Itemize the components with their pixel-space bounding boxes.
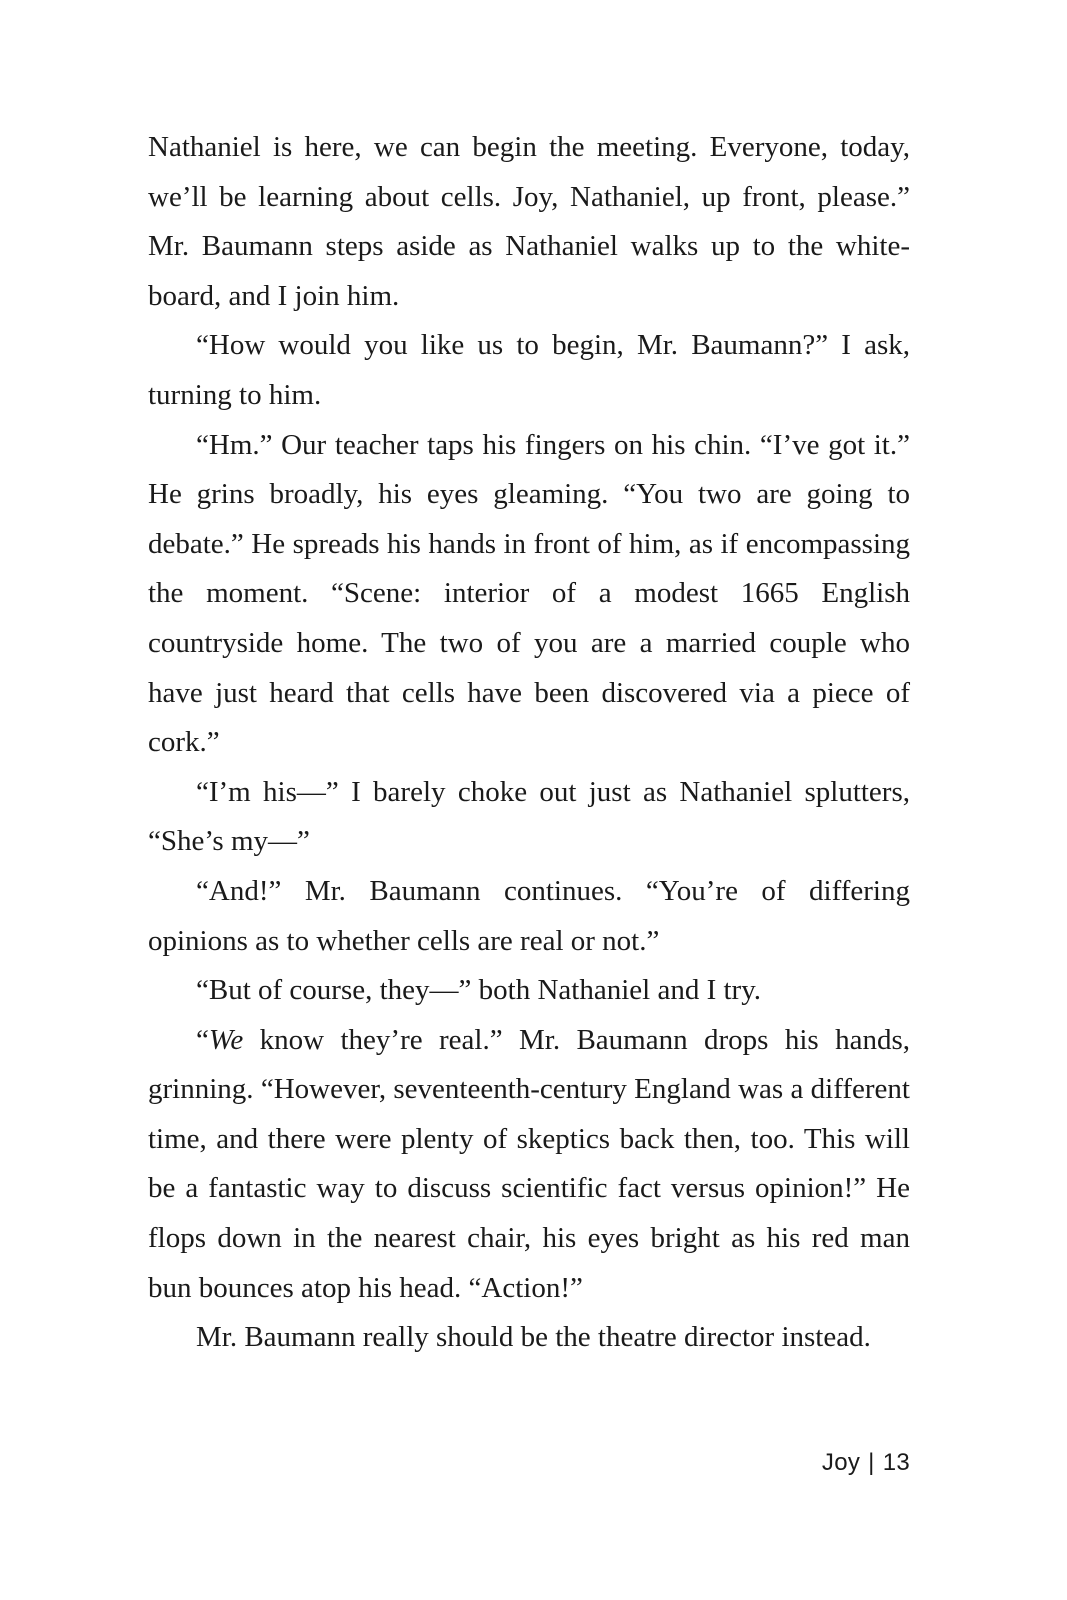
page-number: 13 xyxy=(882,1449,910,1476)
paragraph: “How would you like us to begin, Mr. Baumann?” I ask, turning to him. xyxy=(148,329,910,411)
paragraph-we-know xyxy=(148,1016,910,1314)
body-text xyxy=(148,123,910,1363)
italic-we: We xyxy=(208,1023,244,1056)
paragraph: “I’m his—” I barely choke out just as Nathaniel splutters, “She’s my—” xyxy=(148,775,910,858)
paragraph: “And!” Mr. Baumann continues. “You’re of differing opinions as to whether cells are real or not.” xyxy=(148,874,910,957)
paragraph: Nathaniel is here, we can begin the meeting. Everyone, today, we’ll be learning about cells. Joy, Nathaniel, up front, please.” Mr. Baumann steps aside as Nathaniel walks up to the whiteboard, and I join him. xyxy=(148,131,910,312)
paragraph-last: Mr. Baumann really should be the theatre director instead. xyxy=(196,1321,871,1354)
page-footer xyxy=(822,1448,910,1478)
paragraph: “But of course, they—” both Nathaniel and I try. xyxy=(196,974,762,1007)
folio-separator: | xyxy=(868,1449,875,1476)
paragraph-rest: know they’re real.” Mr. Baumann drops his hands, grinning. “However, seventeenth-century England was a different time, and there were plenty of skeptics back then, too. This will be a fantastic way to discuss scientific fact versus opinion!” He flops down in the nearest chair, his eyes bright as his red man bun bounces atop his head. “Action!” xyxy=(148,1023,910,1304)
paragraph: “Hm.” Our teacher taps his fingers on his chin. “I’ve got it.” He grins broadly, his eyes gleaming. “You two are going to debate.” He spreads his hands in front of him, as if encompassing the moment. “Scene: interior of a modest 1665 English countryside home. The two of you are a married couple who have just heard that cells have been discovered via a piece of cork.” xyxy=(148,428,910,759)
quote-open: “ xyxy=(196,1023,209,1056)
running-head: Joy xyxy=(821,1449,861,1476)
